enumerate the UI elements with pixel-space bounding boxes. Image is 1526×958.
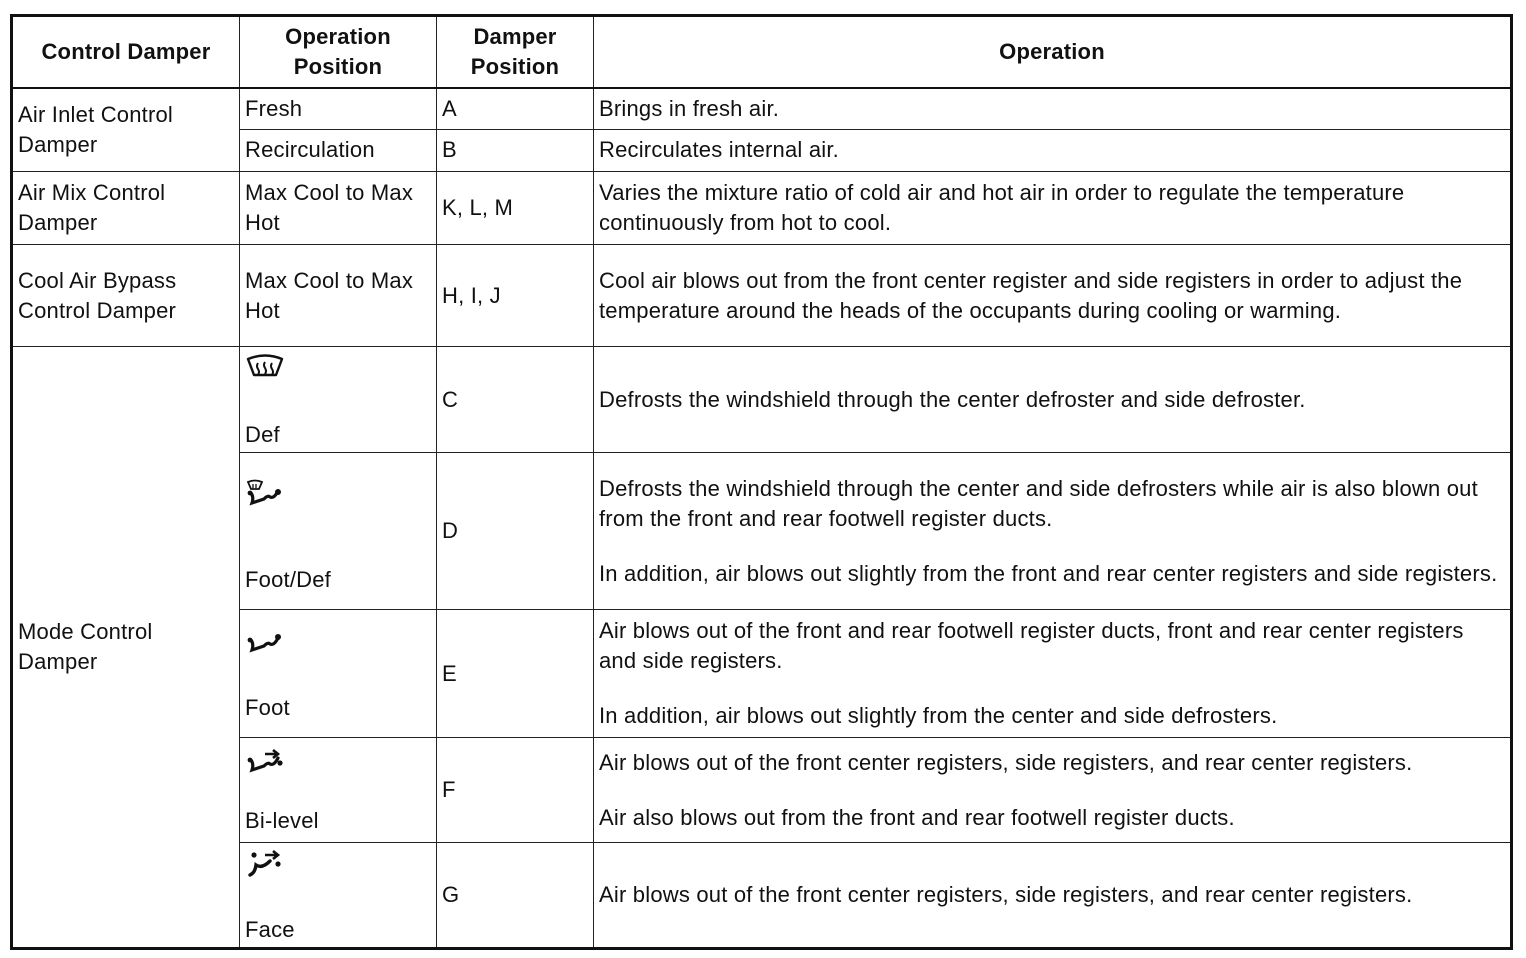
operation-text: Recirculates internal air. <box>599 137 839 163</box>
table-header-row <box>12 16 1512 89</box>
foot-icon <box>245 626 285 656</box>
operation-position-cell: Max Cool to Max Hot <box>240 245 437 347</box>
operation-cell <box>594 171 1512 245</box>
damper-position-cell: H, I, J <box>437 245 594 347</box>
header-damper-position: Damper Position <box>437 16 594 89</box>
operation-position-cell: Recirculation <box>240 130 437 171</box>
header-control-damper: Control Damper <box>12 16 240 89</box>
control-damper-cell: Air Inlet Control Damper <box>12 88 240 171</box>
operation-cell <box>594 130 1512 171</box>
operation-position-label: Foot <box>245 695 290 721</box>
damper-position-cell: B <box>437 130 594 171</box>
control-damper-cell: Air Mix Control Damper <box>12 171 240 245</box>
table-row <box>12 347 1512 453</box>
damper-position-cell: G <box>437 843 594 949</box>
operation-text: In addition, air blows out slightly from the center and side defrosters. <box>599 703 1278 729</box>
operation-text: Air blows out of the front center registers, side registers, and rear center registers. <box>599 882 1413 908</box>
foot-defrost-icon <box>245 479 285 509</box>
operation-position-cell: Fresh <box>240 88 437 130</box>
operation-cell <box>594 610 1512 738</box>
operation-position-label: Face <box>245 917 295 942</box>
operation-text: Air also blows out from the front and rear footwell register ducts. <box>599 804 1235 830</box>
operation-text: Air blows out of the front center registers, side registers, and rear center registers. <box>599 749 1413 775</box>
operation-position-cell <box>240 452 437 609</box>
control-damper-cell: Cool Air Bypass Control Damper <box>12 245 240 347</box>
damper-position-cell: E <box>437 610 594 738</box>
bi-level-icon <box>245 746 285 776</box>
face-icon <box>245 849 285 879</box>
damper-position-cell: F <box>437 738 594 843</box>
operation-text: Cool air blows out from the front center register and side registers in order to adjust the temperature around the heads of the occupants during cooling or warming. <box>599 267 1463 323</box>
operation-position-label: Bi-level <box>245 808 319 834</box>
operation-position-label: Foot/Def <box>245 567 331 593</box>
table-row <box>12 171 1512 245</box>
operation-position-cell <box>240 347 437 453</box>
operation-position-cell <box>240 610 437 738</box>
operation-text: In addition, air blows out slightly from the front and rear center registers and side registers. <box>599 560 1498 586</box>
damper-position-cell: K, L, M <box>437 171 594 245</box>
damper-position-cell: C <box>437 347 594 453</box>
defrost-icon <box>245 353 285 383</box>
operation-position-label: Def <box>245 421 280 447</box>
operation-position-cell: Max Cool to Max Hot <box>240 171 437 245</box>
table-row <box>12 245 1512 347</box>
header-operation: Operation <box>594 16 1512 89</box>
damper-table-container <box>10 14 1513 950</box>
damper-position-cell: D <box>437 452 594 609</box>
operation-cell <box>594 843 1512 949</box>
table-row <box>12 88 1512 130</box>
operation-text: Air blows out of the front and rear footwell register ducts, front and rear center registers and side registers. <box>599 618 1464 674</box>
operation-cell <box>594 347 1512 453</box>
damper-operation-table <box>10 14 1513 950</box>
operation-text: Defrosts the windshield through the center and side defrosters while air is also blown out from the front and rear footwell register ducts. <box>599 475 1478 531</box>
operation-cell <box>594 245 1512 347</box>
operation-cell <box>594 452 1512 609</box>
operation-text: Varies the mixture ratio of cold air and hot air in order to regulate the temperature continuously from hot to cool. <box>599 179 1405 235</box>
operation-position-cell <box>240 738 437 843</box>
operation-cell <box>594 738 1512 843</box>
operation-text: Brings in fresh air. <box>599 96 780 122</box>
control-damper-cell: Mode Control Damper <box>12 347 240 949</box>
operation-cell <box>594 88 1512 130</box>
operation-position-cell <box>240 843 437 949</box>
operation-text: Defrosts the windshield through the center defroster and side defroster. <box>599 386 1306 412</box>
damper-position-cell: A <box>437 88 594 130</box>
header-operation-position: Operation Position <box>240 16 437 89</box>
